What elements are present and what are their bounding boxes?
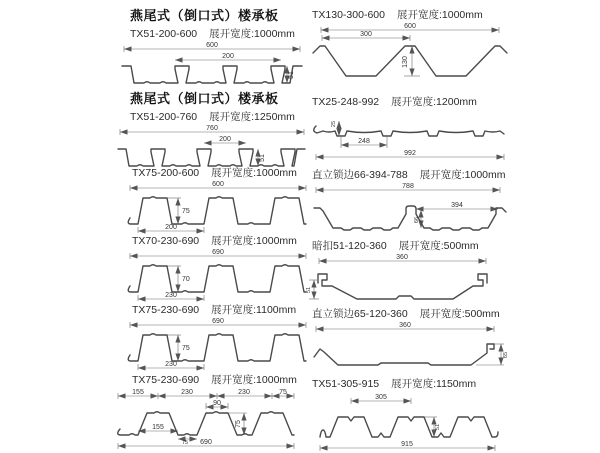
- profile-title: [312, 167, 511, 182]
- model-number: TX51-200-600: [130, 28, 198, 40]
- dimension-height: [476, 344, 509, 365]
- dim-label: 230: [165, 361, 177, 368]
- dim-label: 248: [358, 138, 370, 145]
- profile-title: [312, 306, 511, 321]
- profile-outline: [318, 274, 487, 299]
- profile-outline: [320, 417, 498, 437]
- section-heading: 燕尾式（倒口式）楼承板: [130, 91, 279, 106]
- dimension-pitch: [416, 202, 498, 209]
- dim-label: 51: [306, 286, 312, 294]
- dim-label: 25: [331, 120, 337, 128]
- unfolded-width-label: 展开宽度:1000mm: [209, 28, 295, 40]
- dimension-overall: [316, 150, 504, 160]
- dim-label: 394: [451, 202, 463, 209]
- dimension-overall: [316, 183, 500, 193]
- dimension-gap: [178, 439, 197, 446]
- model-number: 直立锁边66-394-788: [312, 169, 408, 181]
- dimension-overall: [316, 322, 494, 332]
- panel-tx75-200-600: [118, 163, 313, 234]
- profile-drawing-tx75-230-690-a: [118, 317, 313, 371]
- dim-label: 230: [181, 389, 193, 396]
- dimension-top-chain: [118, 389, 294, 399]
- model-number: TX70-230-690: [132, 235, 200, 247]
- section-heading: 燕尾式（倒口式）楼承板: [130, 8, 279, 23]
- dimension-pitch: [204, 136, 246, 143]
- profile-title: [132, 302, 313, 317]
- dim-label: 760: [206, 125, 218, 132]
- dimension-overall: [319, 254, 486, 264]
- dimension-base-flat: [138, 424, 178, 431]
- profile-outline: [313, 46, 507, 76]
- profile-drawing-tx75-200-600: [118, 180, 313, 234]
- dimension-height: [424, 417, 441, 437]
- dim-label: 51: [259, 154, 266, 162]
- dimension-height: [167, 198, 190, 224]
- profile-title: [312, 376, 511, 391]
- unfolded-width-label: 展开宽度:1000mm: [211, 374, 297, 386]
- profile-drawing-tx51-200-600: [112, 41, 307, 85]
- profile-drawing-tx75-230-690-b: [108, 387, 303, 451]
- dim-label: 200: [222, 53, 234, 60]
- dim-label: 600: [404, 23, 416, 30]
- model-number: TX51-200-760: [130, 111, 198, 123]
- dim-label: 360: [399, 322, 411, 329]
- profile-drawing-standing-seam-66: [306, 182, 511, 236]
- dim-label: 90: [213, 400, 221, 407]
- profile-outline: [314, 344, 494, 365]
- dim-label: 51: [435, 423, 441, 431]
- dim-label: 690: [212, 249, 224, 256]
- dim-label: 690: [212, 318, 224, 325]
- dim-label: 360: [396, 254, 408, 261]
- dim-label: 788: [402, 183, 414, 190]
- dimension-pitch: [322, 31, 410, 41]
- dim-label: 305: [375, 394, 387, 401]
- dimension-height: [228, 413, 247, 435]
- dimension-height: [167, 266, 190, 292]
- panel-tx51-200-600: [112, 5, 307, 85]
- model-number: TX51-305-915: [312, 378, 380, 390]
- dim-label: 200: [219, 136, 231, 143]
- unfolded-width-label: 展开宽度:1100mm: [211, 304, 297, 316]
- panel-tx70-230-690: [118, 231, 313, 302]
- unfolded-width-label: 展开宽度:1250mm: [209, 111, 295, 123]
- dimension-overall: [130, 318, 306, 328]
- unfolded-width-label: 展开宽度:500mm: [398, 240, 479, 252]
- profile-title: [312, 7, 511, 22]
- profile-outline: [118, 412, 294, 435]
- profile-outline: [314, 126, 504, 136]
- dim-label: 155: [152, 424, 164, 431]
- profile-title: [312, 94, 511, 109]
- dim-label: 75: [235, 420, 242, 428]
- profile-outline: [122, 66, 302, 83]
- dim-label: 300: [360, 31, 372, 38]
- model-number: TX75-230-690: [132, 374, 200, 386]
- profile-outline: [314, 206, 506, 230]
- unfolded-width-label: 展开宽度:1000mm: [211, 167, 297, 179]
- dimension-overall: [124, 42, 300, 52]
- dimension-height: [167, 335, 190, 361]
- dim-label: 200: [165, 224, 177, 231]
- profile-outline: [128, 197, 306, 224]
- dimension-overall: [130, 249, 306, 259]
- panel-tx51-305-915: [306, 374, 511, 453]
- dim-label: 75: [182, 345, 190, 352]
- model-number: TX75-230-690: [132, 304, 200, 316]
- profile-outline: [128, 334, 306, 361]
- dimension-pitch: [351, 394, 411, 404]
- dim-label: 992: [404, 150, 416, 157]
- panel-concealed-clip-51: [306, 236, 511, 305]
- dimension-overall: [118, 439, 294, 449]
- model-number: 直立锁边65-120-360: [312, 308, 408, 320]
- profile-drawing-tx130-300-600: [306, 22, 511, 84]
- dim-label: 75: [279, 389, 287, 396]
- unfolded-width-label: 展开宽度:500mm: [419, 308, 500, 320]
- dim-label: 600: [212, 181, 224, 188]
- unfolded-width-label: 展开宽度:1150mm: [391, 378, 477, 390]
- unfolded-width-label: 展开宽度:1200mm: [391, 96, 477, 108]
- profile-title: [130, 109, 307, 124]
- dimension-overall: [130, 181, 306, 191]
- unfolded-width-label: 展开宽度:1000mm: [211, 235, 297, 247]
- profile-title: [132, 372, 303, 387]
- profile-drawing-tx25-248-992: [306, 109, 511, 161]
- profile-title: [132, 233, 313, 248]
- dimension-height: [414, 210, 421, 228]
- dim-label: 51: [288, 71, 295, 79]
- profile-drawing-standing-seam-65: [306, 321, 511, 373]
- profile-drawing-concealed-clip-51: [306, 253, 511, 305]
- dimension-pitch: [138, 361, 204, 370]
- profile-drawing-tx51-305-915: [306, 391, 511, 453]
- dim-label: 690: [200, 439, 212, 446]
- dim-label: 75: [182, 208, 190, 215]
- panel-tx75-230-690-a: [118, 300, 313, 371]
- dim-label: 915: [401, 441, 413, 448]
- model-number: TX75-200-600: [132, 167, 200, 179]
- dim-label: 70: [182, 276, 190, 283]
- dimension-height: [306, 280, 319, 299]
- profile-outline: [128, 265, 306, 292]
- panel-standing-seam-66: [306, 165, 511, 236]
- profile-drawing-tx51-200-760: [112, 124, 307, 168]
- dimension-height: [331, 121, 339, 136]
- dimension-overall: [321, 23, 499, 33]
- unfolded-width-label: 展开宽度:1000mm: [419, 169, 506, 181]
- dim-label: 75: [181, 440, 189, 446]
- panel-standing-seam-65: [306, 304, 511, 373]
- model-number: 暗扣51-120-360: [312, 240, 387, 252]
- panel-tx51-200-760: [112, 88, 307, 168]
- profile-drawing-tx70-230-690: [118, 248, 313, 302]
- model-number: TX130-300-600: [312, 9, 385, 21]
- dim-label: 230: [238, 389, 250, 396]
- dim-label: 230: [165, 292, 177, 299]
- dim-label: 66: [414, 216, 420, 224]
- unfolded-width-label: 展开宽度:1000mm: [396, 9, 483, 21]
- dimension-overall: [120, 125, 304, 135]
- model-number: TX25-248-992: [312, 96, 380, 108]
- dim-label: 600: [206, 42, 218, 49]
- panel-tx75-230-690-b: [108, 370, 303, 451]
- profile-title: [130, 26, 307, 41]
- dim-label: 155: [132, 389, 144, 396]
- profile-title: [312, 238, 511, 253]
- dimension-top-flat: [206, 400, 228, 409]
- dimension-pitch: [341, 137, 387, 148]
- profile-title: [132, 165, 313, 180]
- dim-label: 65: [503, 351, 509, 359]
- panel-tx130-300-600: [306, 5, 511, 84]
- dimension-pitch: [175, 53, 281, 60]
- panel-tx25-248-992: [306, 92, 511, 161]
- dim-label: 130: [402, 56, 409, 68]
